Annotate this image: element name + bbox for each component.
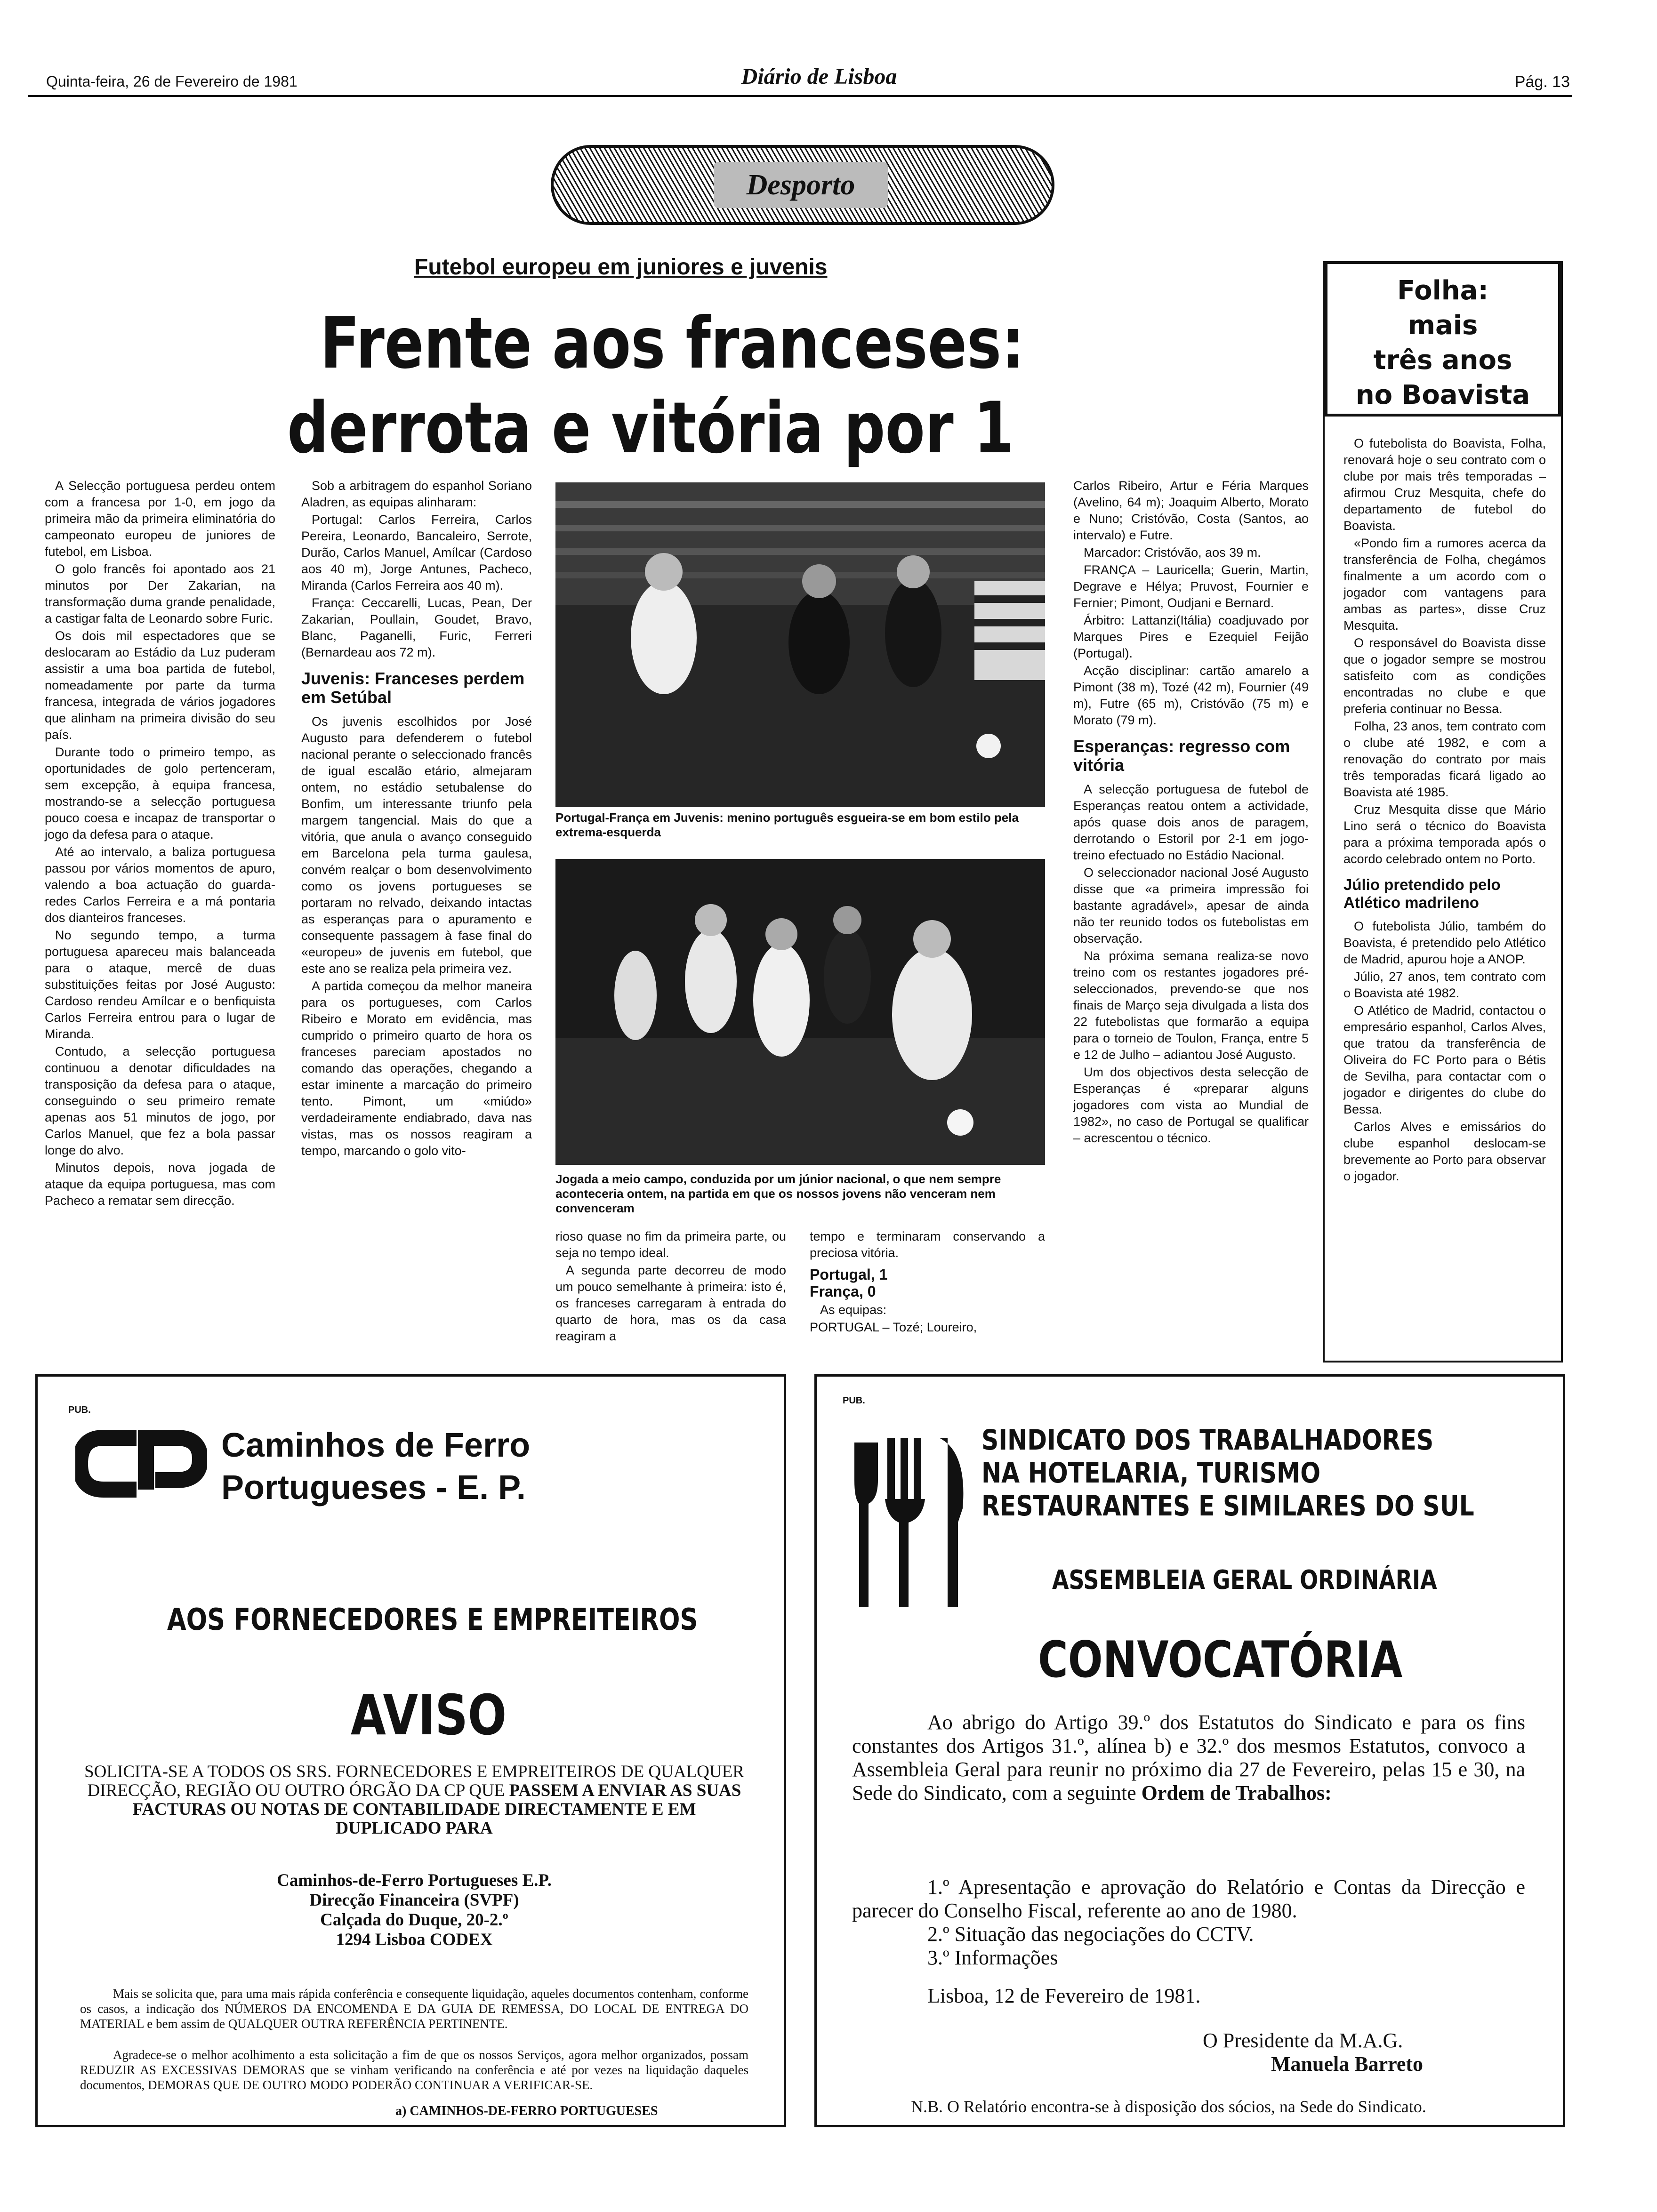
col1-paragraph: Contudo, a selecção portuguesa continuou a denotar dificuldades na transposição da defesa para o ataque, conseguindo o seu primeiro remate apenas aos 51 minutos de jogo, por Carlos Manuel, que fez a bola passar longe do alvo. bbox=[45, 1044, 275, 1157]
article-column-1 bbox=[45, 478, 275, 1210]
bottom-c-paragraph: tempo e terminaram conservando a preciosa vitória. bbox=[810, 1229, 1045, 1260]
header-date: Quinta-feira, 26 de Fevereiro de 1981 bbox=[46, 73, 298, 90]
ad-sind-name-2: NA HOTELARIA, TURISMO bbox=[981, 1457, 1321, 1490]
photo-2-caption: Jogada a meio campo, conduzida por um júnior nacional, o que nem sempre aconteceria ontem, na partida em que os nossos jovens não venceram nem convenceram bbox=[555, 1172, 1001, 1215]
bottom-column-a bbox=[555, 1228, 786, 1346]
sidebar-headline bbox=[1325, 261, 1561, 417]
teams-label: As equipas: bbox=[820, 1303, 887, 1317]
headline-line-1: Frente aos franceses: bbox=[320, 303, 1025, 385]
sidebar-paragraph: Carlos Alves e emissários do clube espanhol deslocam-se brevemente ao Porto para observar o jogador. bbox=[1343, 1120, 1546, 1183]
bottom-a-paragraph: rioso quase no fim da primeira parte, ou seja no tempo ideal. bbox=[555, 1229, 786, 1260]
ad-sind-item-3: 3.º Informações bbox=[927, 1946, 1058, 1969]
ad-sind-items bbox=[852, 1875, 1525, 1970]
sidebar-headline-3: três anos bbox=[1373, 345, 1512, 376]
sidebar-headline-2: mais bbox=[1408, 310, 1478, 341]
col3-paragraph: O seleccionador nacional José Augusto disse que «a primeira impressão foi bastante agradável», apesar de ainda não ter reunido todos os futebolistas em observação. bbox=[1073, 866, 1309, 946]
ad-sindicato bbox=[814, 1374, 1565, 2127]
ad-sind-signer-2: Manuela Barreto bbox=[1271, 2052, 1424, 2076]
score-franca: França, 0 bbox=[810, 1283, 876, 1300]
col2-paragraph: Portugal: Carlos Ferreira, Carlos Pereira, Leonardo, Bancaleiro, Serrote, Durão, Carlos Manuel, Amílcar (Cardoso aos 40 m), Jorge Antunes, Pacheco, Miranda (Carlos Ferreira aos 40 m). bbox=[301, 513, 532, 593]
ad-cp-para-1 bbox=[80, 1763, 748, 1838]
col1-paragraph: Os dois mil espectadores que se deslocaram ao Estádio da Luz puderam assistir a uma boa partida de futebol, nomeadamente por parte da turma francesa, integrada de vários jogadores que alinham na primeira divisão do seu país. bbox=[45, 629, 275, 742]
ad-cp-address bbox=[80, 1871, 748, 1950]
section-banner bbox=[551, 145, 1054, 225]
ad-cp-heading: AOS FORNECEDORES E EMPREITEIROS bbox=[167, 1603, 698, 1637]
ad-sind-signer-1: O Presidente da M.A.G. bbox=[1203, 2029, 1403, 2052]
ad-cp bbox=[35, 1374, 786, 2127]
bottom-column-b bbox=[810, 1228, 1045, 1337]
col3-subheading: Esperanças: regresso com vitória bbox=[1073, 737, 1290, 775]
header-rule bbox=[28, 95, 1572, 97]
col3-paragraph: Um dos objectivos desta selecção de Esperanças é «preparar alguns jogadores com vista ao Mundial de 1982», no caso de Portugal se qualificar – acrescentou o técnico. bbox=[1073, 1065, 1309, 1145]
col1-paragraph: Até ao intervalo, a baliza portuguesa passou por vários momentos de apuro, valendo a boa actuação do guarda-redes Carlos Ferreira e a má pontaria dos dianteiros franceses. bbox=[45, 845, 275, 925]
col3-paragraph: FRANÇA – Lauricella; Guerin, Martin, Degrave e Hélya; Pruvost, Fournier e Fernier; Pimont, Oudjani e Bernard. bbox=[1073, 563, 1309, 610]
col1-paragraph: O golo francês foi apontado aos 21 minutos por Der Zakarian, na transformação duma grande penalidade, a castigar falta de Leonardo sobre Furic. bbox=[45, 562, 275, 625]
sidebar-headline-4: no Boavista bbox=[1355, 380, 1530, 410]
col1-paragraph: A Selecção portuguesa perdeu ontem com a francesa por 1-0, em jogo da primeira mão da primeira eliminatória do campeonato europeu de juniores de futebol, em Lisboa. bbox=[45, 479, 275, 559]
photo-midfield-image bbox=[555, 859, 1045, 1165]
ad-cp-address-2: Direcção Financeira (SVPF) bbox=[309, 1891, 519, 1910]
sidebar-subheading: Júlio pretendido pelo Atlético madrileno bbox=[1343, 876, 1501, 911]
sidebar-paragraph: O futebolista do Boavista, Folha, renovará hoje o seu contrato com o clube por mais três temporadas – afirmou Cruz Mesquita, chefe do departamento de futebol do Boavista. bbox=[1343, 436, 1546, 533]
photo-1-caption: Portugal-França em Juvenis: menino português esgueira-se em bom estilo pela extrema-esquerda bbox=[555, 810, 1019, 839]
sidebar-paragraph: Folha, 23 anos, tem contrato com o clube até 1982, e com a renovação do contrato por mais três temporadas ficará ligado ao Boavista até 1985. bbox=[1343, 719, 1546, 799]
ad-cp-company-2: Portugueses - E. P. bbox=[221, 1469, 526, 1507]
ad-cp-address-4: 1294 Lisboa CODEX bbox=[336, 1930, 493, 1949]
sidebar-paragraph: Cruz Mesquita disse que Mário Lino será o técnico do Boavista para a próxima temporada após o acordo celebrado ontem no Porto. bbox=[1343, 802, 1546, 866]
ad-sind-nb: N.B. O Relatório encontra-se à disposição dos sócios, na Sede do Sindicato. bbox=[911, 2097, 1426, 2116]
ad-sind-name-1: SINDICATO DOS TRABALHADORES bbox=[981, 1424, 1434, 1457]
sidebar-headline-1: Folha: bbox=[1397, 275, 1488, 306]
ad-sind-name-3: RESTAURANTES E SIMILARES DO SUL bbox=[981, 1490, 1474, 1523]
sidebar-paragraph: O futebolista Júlio, também do Boavista, é pretendido pelo Atlético de Madrid, apurou hoje a ANOP. bbox=[1343, 919, 1546, 966]
ad-cp-para-2: Mais se solicita que, para uma mais rápida conferência e consequente liquidação, aqueles documentos contenham, conforme os casos, a indicação dos NÚMEROS DA ENCOMENDA E DA GUIA DE REMESSA, DO LOCAL DE ENTREGA DO MATERIAL e bem assim de QUALQUER OUTRA REFERÊNCIA PERTINENTE. bbox=[80, 1987, 748, 2031]
ad-cp-address-3: Calçada do Duque, 20-2.º bbox=[320, 1910, 508, 1930]
ad-sind-body bbox=[852, 1711, 1525, 1805]
ad-sind-title: CONVOCATÓRIA bbox=[1038, 1631, 1403, 1689]
col2-paragraph: Sob a arbitragem do espanhol Soriano Aladren, as equipas alinharam: bbox=[301, 479, 532, 509]
col3-paragraph: A selecção portuguesa de futebol de Esperanças reatou ontem a actividade, após quase dois anos de paragem, derrotando o Estoril por 2-1 em jogo-treino efectuado no Estádio Nacional. bbox=[1073, 782, 1309, 862]
ad-cp-para-1b: PASSEM A ENVIAR AS SUAS FACTURAS OU NOTAS DE CONTABILIDADE DIRECTAMENTE E EM DUPLICADO PARA bbox=[132, 1781, 741, 1838]
utensils-logo-icon bbox=[840, 1424, 981, 1612]
photo-juvenis-match bbox=[555, 482, 1045, 807]
ad-cp-address-1: Caminhos-de-Ferro Portugueses E.P. bbox=[277, 1871, 552, 1890]
ad-sind-item-1: 1.º Apresentação e aprovação do Relatório e Contas da Direcção e parecer do Conselho Fiscal, referente ao ano de 1980. bbox=[852, 1875, 1525, 1922]
ad-sind-pub-label: PUB. bbox=[843, 1395, 865, 1406]
col3-paragraph: Carlos Ribeiro, Artur e Féria Marques (Avelino, 64 m); Joaquim Alberto, Morato e Nuno; Cristóvão, Costa (Santos, ao intervalo) e Futre. bbox=[1073, 479, 1309, 542]
col3-paragraph: Na próxima semana realiza-se novo treino com os restantes jogadores pré-seleccionados, prevendo-se que nos finais de Março seja divulgada a lista dos 22 futebolistas que formarão a equipa para o torneio de Toulon, França, entre 5 e 12 de Julho – adiantou José Augusto. bbox=[1073, 949, 1309, 1062]
page-number: Pág. 13 bbox=[1514, 73, 1570, 91]
col1-paragraph: Minutos depois, nova jogada de ataque da equipa portuguesa, mas com Pacheco a rematar sem direcção. bbox=[45, 1161, 275, 1208]
col3-paragraph: Acção disciplinar: cartão amarelo a Pimont (38 m), Tozé (42 m), Fournier (49 m), Futre (65 m), Cristóvão (75 m) e Morato (79 m). bbox=[1073, 664, 1309, 727]
headline-line-2: derrota e vitória por 1 bbox=[287, 387, 1014, 469]
sidebar-paragraph: «Pondo fim a rumores acerca da transferência de Folha, chegámos finalmente a um acordo com o jogador com vantagens para ambas as partes», disse Cruz Mesquita. bbox=[1343, 536, 1546, 633]
sidebar-box bbox=[1323, 261, 1563, 1362]
photo-juvenis-image bbox=[555, 482, 1045, 807]
ad-sind-name bbox=[981, 1424, 1474, 1523]
photo-midfield-play bbox=[555, 859, 1045, 1165]
article-column-3 bbox=[1073, 478, 1309, 1147]
ad-cp-pub-label: PUB. bbox=[68, 1405, 91, 1415]
col2-subheading: Juvenis: Franceses perdem em Setúbal bbox=[301, 669, 525, 707]
ad-cp-title: AVISO bbox=[351, 1683, 507, 1747]
page-header bbox=[28, 19, 1572, 96]
article-kicker: Futebol europeu em juniores e juvenis bbox=[414, 255, 828, 280]
sidebar-paragraph: O Atlético de Madrid, contactou o empresário espanhol, Carlos Alves, que tratou da transferência de Oliveira do FC Porto para o Bétis de Sevilha, para contactar com o jogador e dirigentes do clube do Bessa. bbox=[1343, 1003, 1546, 1116]
col1-paragraph: Durante todo o primeiro tempo, as oportunidades de golo pertenceram, sem excepção, à equipa francesa, mostrando-se a selecção portuguesa pouco coesa e incapaz de transportar o jogo da defesa para o ataque. bbox=[45, 745, 275, 842]
col1-paragraph: No segundo tempo, a turma portuguesa apareceu mais balanceada para o ataque, mercê de duas substituições feitas por José Augusto: Cardoso rendeu Amílcar e o benfiquista Carlos Ferreira entrou para o lugar de Miranda. bbox=[45, 928, 275, 1041]
ad-sind-assembly: ASSEMBLEIA GERAL ORDINÁRIA bbox=[1052, 1565, 1437, 1595]
ad-sind-item-2: 2.º Situação das negociações do CCTV. bbox=[927, 1923, 1254, 1946]
ad-sind-body-b: Ordem de Trabalhos: bbox=[1141, 1781, 1332, 1804]
sidebar-body bbox=[1343, 435, 1546, 1186]
col2-paragraph: Os juvenis escolhidos por José Augusto para defenderem o futebol nacional perante o seleccionado francês de igual escalão etário, almejaram ontem, no estádio setubalense do Bonfim, um interessante triunfo pela margem tangencial. Mais do que a vitória, que anula o avanço conseguido em Barcelona pela turma gaulesa, convém realçar o bom desenvolvimento como os jovens portugueses se portaram no relvado, deixando intactas as esperanças para o apuramento e consequente passagem à fase final do «europeu» de juvenis em futebol, que este ano se realiza pela primeira vez. bbox=[301, 714, 532, 976]
ad-cp-signature: a) CAMINHOS-DE-FERRO PORTUGUESES bbox=[395, 2104, 658, 2118]
ad-cp-company-1: Caminhos de Ferro bbox=[221, 1427, 531, 1464]
article-column-2 bbox=[301, 478, 532, 1160]
sidebar-paragraph: O responsável do Boavista disse que o jogador sempre se mostrou satisfeito com as condições encontradas no clube e que preferia continuar no Bessa. bbox=[1343, 636, 1546, 716]
ad-sind-date: Lisboa, 12 de Fevereiro de 1981. bbox=[927, 1984, 1201, 2007]
ad-cp-para-1a: SOLICITA-SE A TODOS OS SRS. FORNECEDORES E EMPREITEIROS DE QUALQUER DIRECÇÃO, REGIÃO OU OUTRO ÓRGÃO DA CP QUE bbox=[84, 1762, 744, 1800]
cp-logo-icon bbox=[75, 1428, 207, 1499]
col3-paragraph: Árbitro: Lattanzi(Itália) coadjuvado por Marques Pires e Ezequiel Feijão (Portugal). bbox=[1073, 613, 1309, 660]
ad-cp-para-3: Agradece-se o melhor acolhimento a esta solicitação a fim de que os nossos Serviços, agora melhor organizados, possam REDUZIR AS EXCESSIVAS DEMORAS que se vinham verificando na conferência e até por vezes na liquidação daqueles documentos, DEMORAS QUE DE OUTRO MODO PODERÃO CONTINUAR A VERIFICAR-SE. bbox=[80, 2048, 748, 2092]
score-portugal: Portugal, 1 bbox=[810, 1266, 888, 1283]
bottom-b-paragraph: A segunda parte decorreu de modo um pouco semelhante à primeira: isto é, os franceses carregaram à entrada do quarto de hora, mas os da casa reagiram a bbox=[555, 1263, 786, 1343]
col3-paragraph: Marcador: Cristóvão, aos 39 m. bbox=[1084, 545, 1261, 560]
sidebar-paragraph: Júlio, 27 anos, tem contrato com o Boavista até 1982. bbox=[1343, 970, 1546, 1000]
teams-portugal: PORTUGAL – Tozé; Loureiro, bbox=[810, 1320, 977, 1334]
ad-sind-body-a: Ao abrigo do Artigo 39.º dos Estatutos do Sindicato e para os fins constantes dos Artigos 31.º, alínea b) e 32.º dos mesmos Estatutos, convoco a Assembleia Geral para reunir no próximo dia 27 de Fevereiro, pelas 15 e 30, na Sede do Sindicato, com a seguinte bbox=[852, 1711, 1525, 1804]
section-label: Desporto bbox=[714, 162, 888, 208]
col2-paragraph: A partida começou da melhor maneira para os portugueses, com Carlos Ribeiro e Morato em evidência, mas cumprido o primeiro quarto de hora os franceses pareciam apostados no comando das operações, chegando a estar iminente a marcação do primeiro tento. Pimont, um «miúdo» verdadeiramente endiabrado, dava nas vistas, mas os nossos reagiram a tempo, marcando o golo vito- bbox=[301, 979, 532, 1158]
col2-paragraph: França: Ceccarelli, Lucas, Pean, Der Zakarian, Poullain, Goudet, Bravo, Blanc, Paganelli, Furic, Ferreri (Bernardeau aos 72 m). bbox=[301, 596, 532, 659]
masthead: Diário de Lisboa bbox=[741, 64, 897, 89]
